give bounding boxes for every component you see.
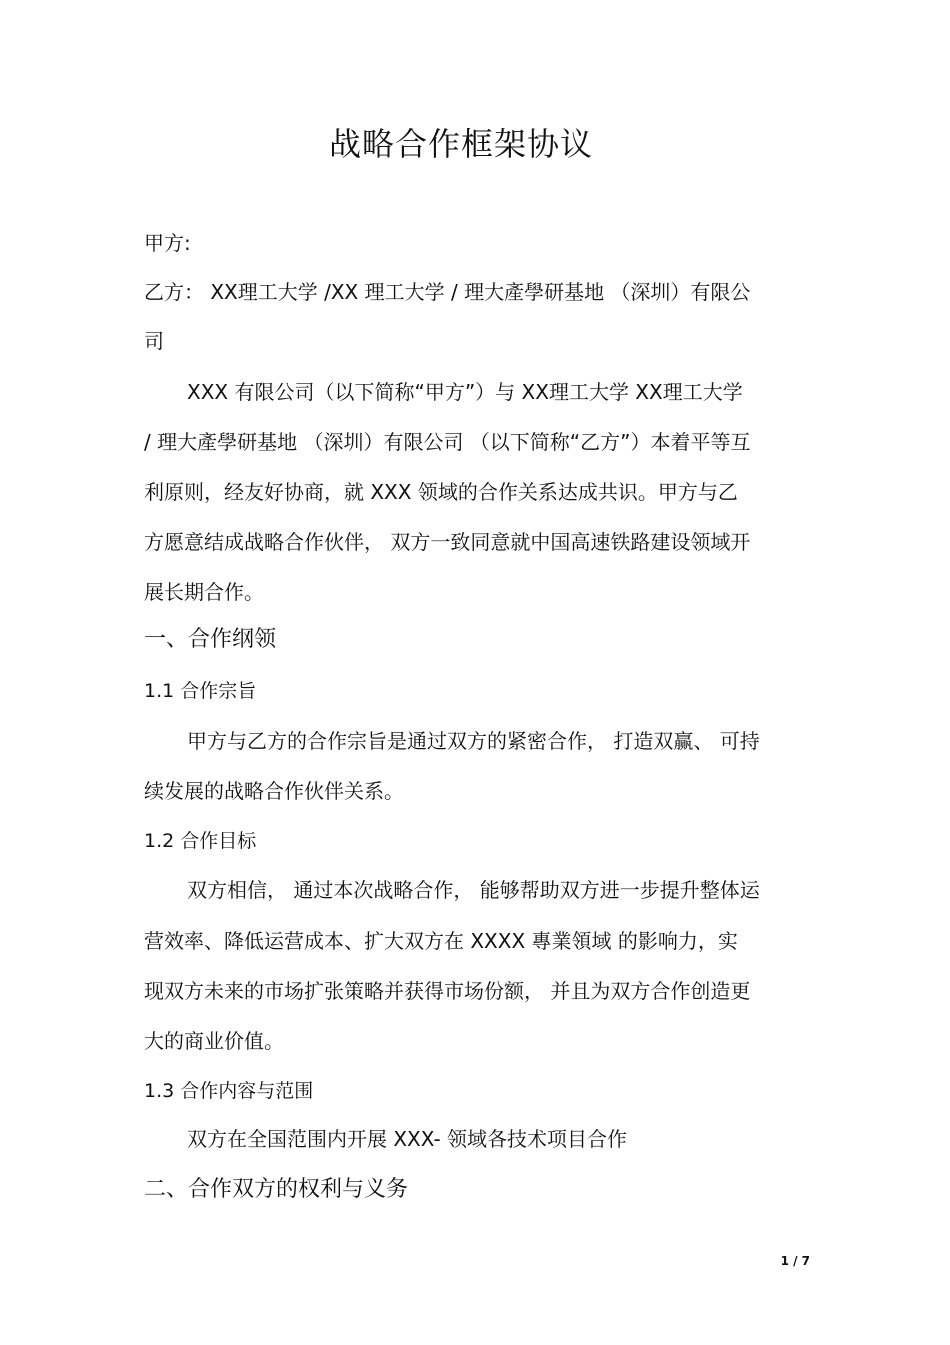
intro-line-4: 方愿意结成战略合作伙伴， 双方一致同意就中国高速铁路建设领域开: [144, 530, 751, 554]
section-1-1-heading: 1.1 合作宗旨: [144, 680, 257, 702]
section-1-2-line-3: 现双方未来的市场扩张策略并获得市场份额， 并且为双方合作创造更: [144, 979, 751, 1003]
intro-line-1: XXX 有限公司（以下简称“甲方”）与 XX理工大学 XX理工大学: [187, 380, 743, 404]
section-1-2-heading: 1.2 合作目标: [144, 830, 257, 852]
party-b-line-1: 乙方： XX理工大学 /XX 理工大学 / 理大產學研基地 （深圳）有限公: [144, 280, 751, 304]
document-title: 战略合作框架协议: [328, 125, 593, 163]
intro-line-3: 利原则，经友好协商，就 XXX 领域的合作关系达成共识。甲方与乙: [144, 480, 738, 504]
section-2-heading: 二、合作双方的权利与义务: [144, 1177, 409, 1202]
section-1-2-line-2: 营效率、降低运营成本、扩大双方在 XXXX 專業領域 的影响力，实: [144, 929, 738, 953]
section-1-2-line-1: 双方相信， 通过本次战略合作， 能够帮助双方进一步提升整体运: [187, 878, 760, 902]
intro-line-2: / 理大產學研基地 （深圳）有限公司 （以下简称“乙方”）本着平等互: [144, 430, 751, 454]
party-a-label: 甲方:: [144, 231, 191, 255]
section-1-3-heading: 1.3 合作内容与范围: [144, 1080, 314, 1102]
section-1-2-line-4: 大的商业价值。: [144, 1029, 284, 1053]
intro-line-5: 展长期合作。: [144, 580, 264, 604]
page-number: 1 / 7: [780, 1254, 810, 1268]
section-1-heading: 一、合作纲领: [144, 627, 277, 652]
section-1-1-line-2: 续发展的战略合作伙伴关系。: [144, 779, 404, 803]
section-1-1-line-1: 甲方与乙方的合作宗旨是通过双方的紧密合作， 打造双赢、 可持: [187, 729, 760, 753]
section-1-3-line-1: 双方在全国范围内开展 XXX- 领域各技术项目合作: [187, 1127, 628, 1151]
party-b-line-2: 司: [144, 329, 164, 353]
